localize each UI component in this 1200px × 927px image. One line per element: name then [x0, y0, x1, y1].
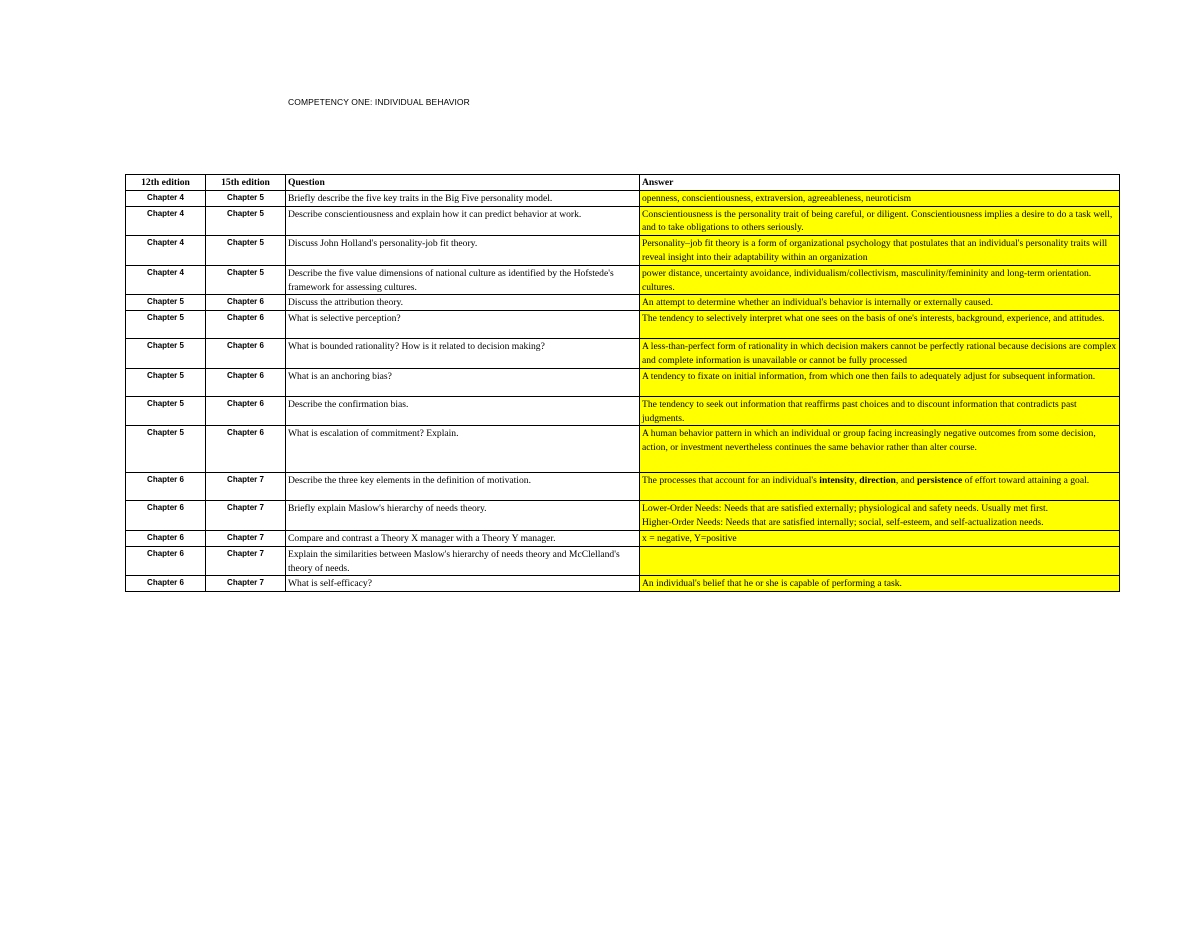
cell-answer: x = negative, Y=positive	[640, 530, 1120, 546]
cell-answer: An attempt to determine whether an individual's behavior is internally or externally caused.	[640, 295, 1120, 311]
cell-question: Describe conscientiousness and explain how it can predict behavior at work.	[286, 206, 640, 236]
cell-12th-edition: Chapter 6	[126, 501, 206, 531]
table-row	[126, 190, 1120, 206]
cell-12th-edition: Chapter 5	[126, 426, 206, 473]
cell-question: What is an anchoring bias?	[286, 368, 640, 396]
answer-line: Lower-Order Needs: Needs that are satisfied externally; physiological and safety needs. Usually met first.	[642, 503, 1049, 515]
qa-table	[125, 174, 1120, 592]
cell-12th-edition: Chapter 5	[126, 368, 206, 396]
table-row	[126, 206, 1120, 236]
cell-answer: The tendency to seek out information that reaffirms past choices and to discount information that contradicts past judgments.	[640, 396, 1120, 426]
cell-12th-edition: Chapter 4	[126, 206, 206, 236]
table-body	[126, 190, 1120, 591]
cell-12th-edition: Chapter 4	[126, 190, 206, 206]
header-15th-edition: 15th edition	[206, 175, 286, 191]
cell-15th-edition: Chapter 7	[206, 546, 286, 576]
cell-answer: An individual's belief that he or she is capable of performing a task.	[640, 576, 1120, 592]
cell-15th-edition: Chapter 5	[206, 236, 286, 266]
table-row	[126, 576, 1120, 592]
cell-answer: A human behavior pattern in which an individual or group facing increasingly negative outcomes from some decision, action, or investment nevertheless continues the same behavior rather than alter course.	[640, 426, 1120, 473]
cell-15th-edition: Chapter 6	[206, 295, 286, 311]
answer-text: , and	[895, 475, 917, 487]
cell-15th-edition: Chapter 6	[206, 396, 286, 426]
table-row	[126, 265, 1120, 295]
cell-question: Describe the five value dimensions of national culture as identified by the Hofstede's framework for assessing cultures.	[286, 265, 640, 295]
cell-12th-edition: Chapter 6	[126, 576, 206, 592]
cell-answer	[640, 546, 1120, 576]
cell-15th-edition: Chapter 5	[206, 190, 286, 206]
cell-question: What is selective perception?	[286, 311, 640, 339]
table-header-row	[126, 175, 1120, 191]
cell-question: Briefly describe the five key traits in the Big Five personality model.	[286, 190, 640, 206]
cell-15th-edition: Chapter 6	[206, 368, 286, 396]
table-row	[126, 396, 1120, 426]
header-question: Question	[286, 175, 640, 191]
cell-question: Describe the confirmation bias.	[286, 396, 640, 426]
cell-15th-edition: Chapter 6	[206, 311, 286, 339]
cell-question: What is self-efficacy?	[286, 576, 640, 592]
table-row	[126, 546, 1120, 576]
cell-15th-edition: Chapter 5	[206, 206, 286, 236]
table-row	[126, 473, 1120, 501]
header-answer: Answer	[640, 175, 1120, 191]
cell-answer: The tendency to selectively interpret what one sees on the basis of one's interests, background, experience, and attitudes.	[640, 311, 1120, 339]
cell-12th-edition: Chapter 5	[126, 311, 206, 339]
cell-question: What is escalation of commitment? Explain.	[286, 426, 640, 473]
cell-15th-edition: Chapter 7	[206, 530, 286, 546]
cell-15th-edition: Chapter 7	[206, 473, 286, 501]
cell-question: Briefly explain Maslow's hierarchy of needs theory.	[286, 501, 640, 531]
cell-12th-edition: Chapter 5	[126, 396, 206, 426]
cell-question: Explain the similarities between Maslow's hierarchy of needs theory and McClelland's theory of needs.	[286, 546, 640, 576]
cell-12th-edition: Chapter 6	[126, 530, 206, 546]
answer-emphasis: direction	[859, 475, 896, 487]
cell-12th-edition: Chapter 5	[126, 339, 206, 369]
cell-answer: Conscientiousness is the personality trait of being careful, or diligent. Conscientiousness implies a desire to do a task well, and to take obligations to others seriously.	[640, 206, 1120, 236]
answer-text: of effort toward attaining a goal.	[962, 475, 1090, 487]
cell-15th-edition: Chapter 6	[206, 339, 286, 369]
cell-answer: A tendency to fixate on initial information, from which one then fails to adequately adjust for subsequent information.	[640, 368, 1120, 396]
table-row	[126, 311, 1120, 339]
answer-emphasis: persistence	[916, 475, 963, 487]
answer-text: The processes that account for an individual's	[642, 475, 820, 487]
answer-emphasis: intensity	[819, 475, 855, 487]
cell-question: What is bounded rationality? How is it related to decision making?	[286, 339, 640, 369]
cell-answer	[640, 501, 1120, 531]
table-row	[126, 426, 1120, 473]
cell-12th-edition: Chapter 6	[126, 473, 206, 501]
cell-answer: A less-than-perfect form of rationality in which decision makers cannot be perfectly rational because decisions are complex and complete information is unavailable or cannot be fully processed	[640, 339, 1120, 369]
page-title: COMPETENCY ONE: INDIVIDUAL BEHAVIOR	[288, 97, 470, 107]
header-12th-edition: 12th edition	[126, 175, 206, 191]
cell-answer: Personality–job fit theory is a form of organizational psychology that postulates that an individual's personality traits will reveal insight into their adaptability within an organization	[640, 236, 1120, 266]
cell-12th-edition: Chapter 4	[126, 236, 206, 266]
cell-15th-edition: Chapter 5	[206, 265, 286, 295]
table-row	[126, 501, 1120, 531]
cell-12th-edition: Chapter 6	[126, 546, 206, 576]
cell-12th-edition: Chapter 5	[126, 295, 206, 311]
cell-answer: openness, conscientiousness, extraversion, agreeableness, neuroticism	[640, 190, 1120, 206]
cell-question: Discuss the attribution theory.	[286, 295, 640, 311]
table-row	[126, 295, 1120, 311]
cell-15th-edition: Chapter 6	[206, 426, 286, 473]
cell-answer: power distance, uncertainty avoidance, individualism/collectivism, masculinity/femininity and long-term orientation. cultures.	[640, 265, 1120, 295]
answer-text: ,	[854, 475, 860, 487]
table-row	[126, 236, 1120, 266]
cell-answer	[640, 473, 1120, 501]
cell-question: Describe the three key elements in the definition of motivation.	[286, 473, 640, 501]
answer-line: Higher-Order Needs: Needs that are satisfied internally; social, self-esteem, and self-actualization needs.	[642, 517, 1044, 529]
cell-15th-edition: Chapter 7	[206, 501, 286, 531]
table-row	[126, 368, 1120, 396]
cell-question: Compare and contrast a Theory X manager with a Theory Y manager.	[286, 530, 640, 546]
cell-question: Discuss John Holland's personality-job fit theory.	[286, 236, 640, 266]
cell-15th-edition: Chapter 7	[206, 576, 286, 592]
table-row	[126, 339, 1120, 369]
table-row	[126, 530, 1120, 546]
cell-12th-edition: Chapter 4	[126, 265, 206, 295]
